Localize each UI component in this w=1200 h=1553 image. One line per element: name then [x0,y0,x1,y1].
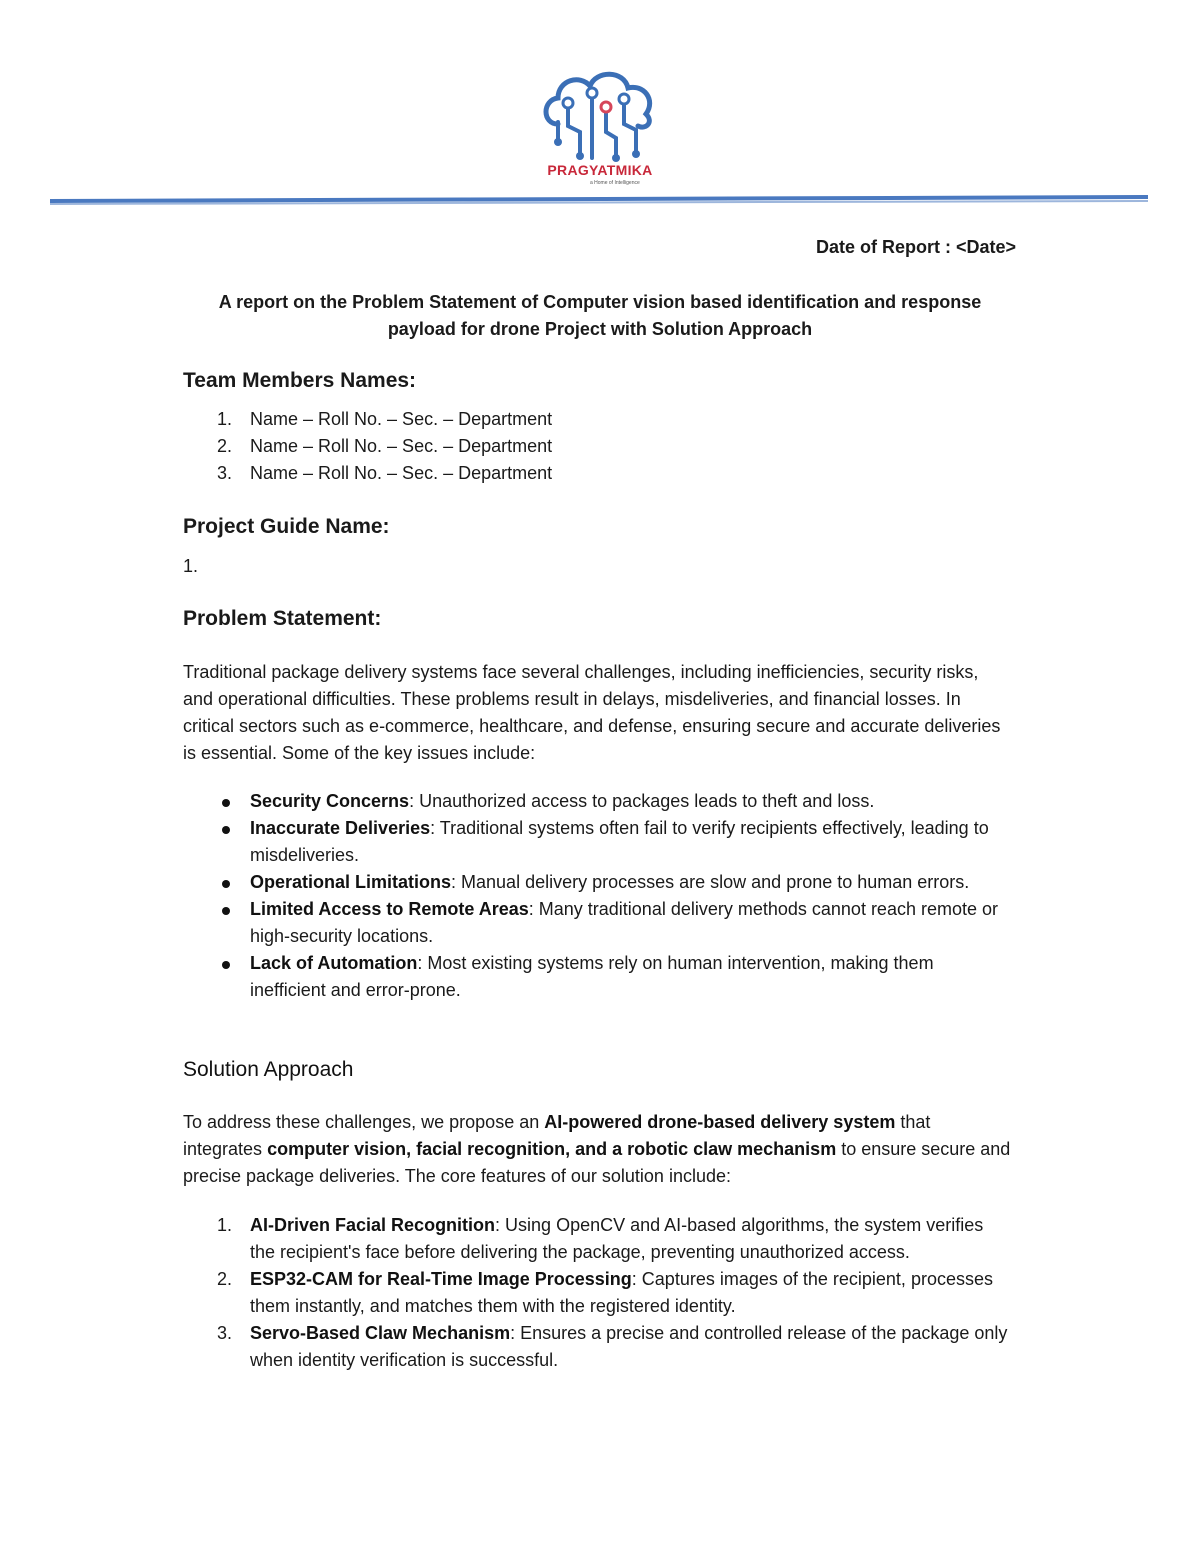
list-item: 2. ESP32-CAM for Real-Time Image Processing: Captures images of the recipient, processes them instantly, and matches them with the registered identity. [217,1269,993,1316]
list-item: 3. Name – Roll No. – Sec. – Department [217,463,553,483]
project-guide-item: 1. [183,556,199,576]
issues-list [183,788,1013,1004]
list-item: Security Concerns: Unauthorized access to packages leads to theft and loss. [183,788,1013,815]
list-item: 1. AI-Driven Facial Recognition: Using OpenCV and AI-based algorithms, the system verifies the recipient's face before delivering the package, preventing unauthorized access. [217,1215,984,1262]
problem-paragraph: Traditional package delivery systems face several challenges, including inefficiencies, security risks, and operational difficulties. These problems result in delays, misdeliveries, and financial losses. In critical sectors such as e-commerce, healthcare, and defense, ensuring secure and accurate deliveries is essential. Some of the key issues include: [183,662,1001,763]
list-item: Limited Access to Remote Areas: Many traditional delivery methods cannot reach remote or high-security locations. [183,896,1013,950]
team-members-heading: Team Members Names: [183,369,417,392]
list-item: 1. Name – Roll No. – Sec. – Department [217,409,553,429]
list-item: Operational Limitations: Manual delivery processes are slow and prone to human errors. [183,869,1013,896]
features-list [183,1212,1013,1374]
date-of-report: Date of Report : <Date> [815,237,1016,257]
logo-name: PRAGYATMIKA [547,162,653,178]
logo-tagline: a Home of Intelligence [590,180,640,186]
cloud-circuit-icon [528,66,672,162]
team-members-list [183,406,1013,487]
solution-paragraph: To address these challenges, we propose an AI-powered drone-based delivery system that integrates computer vision, facial recognition, and a robotic claw mechanism to ensure secure and precise package deliveries. The core features of our solution include: [183,1112,1011,1186]
solution-approach-heading: Solution Approach [183,1058,354,1081]
report-title: A report on the Problem Statement of Computer vision based identification and response payload for drone Project with Solution Approach [218,292,982,339]
list-item: 2. Name – Roll No. – Sec. – Department [217,436,553,456]
logo [528,66,672,190]
list-item: Lack of Automation: Most existing systems rely on human intervention, making them inefficient and error-prone. [183,950,1013,1004]
list-item: 3. Servo-Based Claw Mechanism: Ensures a precise and controlled release of the package only when identity verification is successful. [217,1323,1008,1370]
problem-statement-heading: Problem Statement: [183,607,382,630]
header-divider [50,195,1148,207]
list-item: Inaccurate Deliveries: Traditional systems often fail to verify recipients effectively, leading to misdeliveries. [183,815,1013,869]
project-guide-heading: Project Guide Name: [183,515,390,538]
